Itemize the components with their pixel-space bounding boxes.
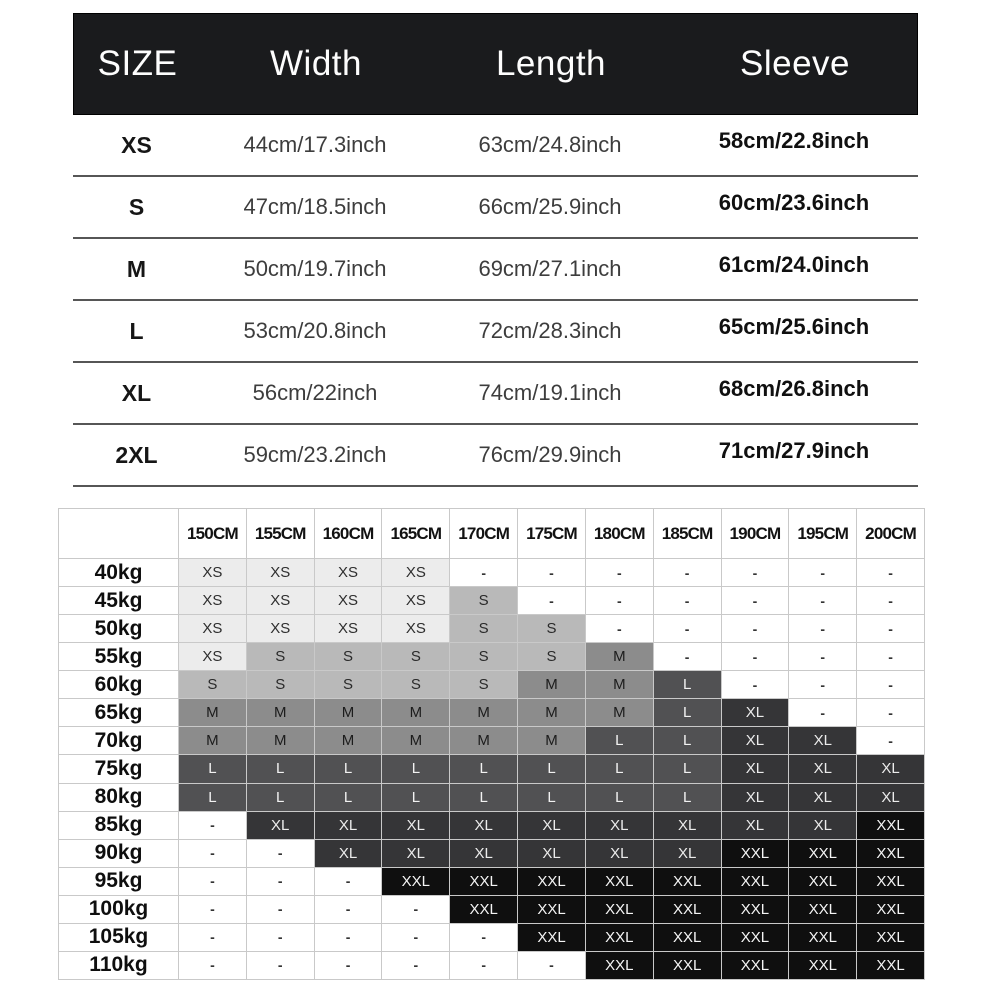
- weight-label: 65kg: [59, 699, 179, 727]
- weight-label: 80kg: [59, 784, 179, 812]
- sleeve-value: 60cm/23.6inch: [718, 190, 870, 215]
- size-label: S: [128, 193, 145, 220]
- fit-cell-empty: -: [857, 587, 925, 615]
- measurement-table-header: [73, 13, 918, 115]
- fit-cell-empty: -: [722, 643, 790, 671]
- fit-cell: XL: [722, 727, 790, 755]
- fit-cell: S: [382, 671, 450, 699]
- fit-cell-empty: -: [654, 587, 722, 615]
- height-header-cell: 180CM: [586, 509, 654, 559]
- weight-label: 70kg: [59, 727, 179, 755]
- measurement-row: [73, 363, 918, 425]
- fit-cell-empty: -: [450, 559, 518, 587]
- fit-row: [59, 643, 925, 671]
- height-header-cell: 195CM: [789, 509, 857, 559]
- fit-cell: L: [179, 755, 247, 783]
- height-header-cell: 200CM: [857, 509, 925, 559]
- fit-cell: M: [382, 727, 450, 755]
- fit-cell: XXL: [789, 868, 857, 896]
- sleeve-value: 61cm/24.0inch: [718, 252, 870, 277]
- fit-cell: L: [518, 784, 586, 812]
- fit-cell: M: [450, 727, 518, 755]
- weight-label: 50kg: [59, 615, 179, 643]
- fit-cell-empty: -: [857, 699, 925, 727]
- fit-cell: XS: [382, 559, 450, 587]
- sleeve-value: 65cm/25.6inch: [718, 314, 870, 339]
- fit-row: [59, 812, 925, 840]
- fit-cell-empty: -: [789, 559, 857, 587]
- fit-cell: S: [315, 643, 383, 671]
- fit-cell-empty: -: [382, 952, 450, 980]
- fit-cell: XL: [382, 812, 450, 840]
- fit-cell-empty: -: [789, 587, 857, 615]
- measurement-row: [73, 115, 918, 177]
- measurement-row: [73, 301, 918, 363]
- fit-cell-empty: -: [857, 559, 925, 587]
- fit-cell: XS: [315, 559, 383, 587]
- size-label: L: [129, 317, 144, 344]
- height-header-cell: 150CM: [179, 509, 247, 559]
- fit-cell: XXL: [857, 812, 925, 840]
- fit-cell: S: [247, 671, 315, 699]
- fit-cell: L: [586, 755, 654, 783]
- fit-cell: XXL: [722, 924, 790, 952]
- width-value: 53cm/20.8inch: [243, 318, 387, 343]
- fit-cell-empty: -: [518, 587, 586, 615]
- fit-cell: L: [247, 755, 315, 783]
- fit-cell: XL: [315, 840, 383, 868]
- column-header-sleeve: Sleeve: [739, 44, 851, 83]
- fit-cell: XL: [586, 840, 654, 868]
- fit-cell-empty: -: [857, 643, 925, 671]
- fit-cell: M: [315, 699, 383, 727]
- fit-row: [59, 587, 925, 615]
- fit-cell: XXL: [654, 924, 722, 952]
- fit-cell-empty: -: [179, 952, 247, 980]
- fit-cell: XXL: [518, 924, 586, 952]
- fit-cell-empty: -: [247, 952, 315, 980]
- fit-cell-empty: -: [518, 952, 586, 980]
- fit-cell: XXL: [722, 868, 790, 896]
- fit-cell-empty: -: [789, 615, 857, 643]
- height-header-cell: 190CM: [722, 509, 790, 559]
- fit-cell: XL: [247, 812, 315, 840]
- weight-label: 55kg: [59, 643, 179, 671]
- fit-cell: S: [382, 643, 450, 671]
- fit-cell: L: [247, 784, 315, 812]
- fit-cell: M: [179, 727, 247, 755]
- fit-cell: XS: [179, 615, 247, 643]
- fit-cell-empty: -: [722, 587, 790, 615]
- fit-cell-empty: -: [450, 952, 518, 980]
- fit-cell: XXL: [857, 868, 925, 896]
- fit-cell-empty: -: [179, 924, 247, 952]
- fit-cell: XXL: [586, 896, 654, 924]
- fit-cell-empty: -: [654, 643, 722, 671]
- fit-cell: XL: [315, 812, 383, 840]
- weight-label: 95kg: [59, 868, 179, 896]
- fit-row: [59, 615, 925, 643]
- fit-cell: L: [315, 755, 383, 783]
- fit-cell: M: [179, 699, 247, 727]
- height-header-cell: 175CM: [518, 509, 586, 559]
- fit-cell-empty: -: [789, 699, 857, 727]
- fit-cell: XL: [586, 812, 654, 840]
- fit-cell: XL: [722, 699, 790, 727]
- fit-cell-empty: -: [586, 559, 654, 587]
- measurement-row: [73, 425, 918, 487]
- fit-cell-empty: -: [722, 671, 790, 699]
- fit-cell: XL: [450, 812, 518, 840]
- height-header-cell: 170CM: [450, 509, 518, 559]
- fit-cell-empty: -: [179, 840, 247, 868]
- fit-row: [59, 559, 925, 587]
- column-header-size: SIZE: [97, 44, 178, 83]
- measurement-table-body: [73, 115, 918, 487]
- fit-cell-empty: -: [247, 868, 315, 896]
- fit-cell: XL: [857, 784, 925, 812]
- fit-cell: XS: [247, 615, 315, 643]
- fit-row: [59, 896, 925, 924]
- fit-cell-empty: -: [722, 559, 790, 587]
- sleeve-value: 68cm/26.8inch: [718, 376, 870, 401]
- fit-row: [59, 755, 925, 783]
- fit-cell-empty: -: [857, 727, 925, 755]
- weight-label: 90kg: [59, 840, 179, 868]
- fit-cell-empty: -: [450, 924, 518, 952]
- fit-cell: XL: [789, 755, 857, 783]
- fit-cell: L: [382, 784, 450, 812]
- fit-row: [59, 868, 925, 896]
- fit-cell: M: [518, 671, 586, 699]
- fit-cell: XXL: [857, 924, 925, 952]
- fit-cell: S: [247, 643, 315, 671]
- fit-cell: XL: [722, 755, 790, 783]
- fit-matrix-table: [58, 508, 925, 980]
- fit-cell: XXL: [586, 952, 654, 980]
- length-value: 63cm/24.8inch: [478, 132, 622, 157]
- fit-cell: XS: [179, 559, 247, 587]
- fit-cell: XL: [518, 840, 586, 868]
- fit-cell: XS: [247, 559, 315, 587]
- fit-cell-empty: -: [382, 924, 450, 952]
- fit-cell-empty: -: [857, 615, 925, 643]
- measurement-row: [73, 177, 918, 239]
- length-value: 69cm/27.1inch: [478, 256, 622, 281]
- height-header-cell: 165CM: [382, 509, 450, 559]
- weight-label: 100kg: [59, 896, 179, 924]
- fit-cell-empty: -: [722, 615, 790, 643]
- fit-cell: M: [586, 671, 654, 699]
- fit-cell: L: [654, 755, 722, 783]
- fit-cell: L: [654, 784, 722, 812]
- fit-cell: XL: [654, 812, 722, 840]
- width-value: 56cm/22inch: [252, 380, 378, 405]
- fit-cell-empty: -: [247, 924, 315, 952]
- fit-cell: XXL: [789, 896, 857, 924]
- fit-cell-empty: -: [315, 952, 383, 980]
- fit-cell-empty: -: [518, 559, 586, 587]
- fit-cell: XXL: [450, 868, 518, 896]
- fit-cell-empty: -: [857, 671, 925, 699]
- size-label: XS: [121, 131, 152, 158]
- fit-cell: L: [179, 784, 247, 812]
- fit-cell: M: [518, 727, 586, 755]
- fit-cell-empty: -: [586, 615, 654, 643]
- weight-label: 85kg: [59, 812, 179, 840]
- measurement-table: [73, 13, 918, 487]
- fit-cell: XXL: [789, 952, 857, 980]
- fit-row: [59, 840, 925, 868]
- fit-cell: S: [518, 615, 586, 643]
- weight-label: 75kg: [59, 755, 179, 783]
- fit-cell: L: [518, 755, 586, 783]
- fit-cell: XS: [382, 615, 450, 643]
- size-label: 2XL: [115, 441, 158, 468]
- fit-cell: XS: [315, 615, 383, 643]
- fit-cell: S: [518, 643, 586, 671]
- fit-cell-empty: -: [247, 840, 315, 868]
- column-header-width: Width: [270, 44, 362, 83]
- fit-cell-empty: -: [315, 924, 383, 952]
- fit-cell-empty: -: [789, 671, 857, 699]
- fit-cell: XXL: [518, 896, 586, 924]
- fit-cell: XXL: [857, 952, 925, 980]
- fit-cell: M: [315, 727, 383, 755]
- fit-row: [59, 952, 925, 980]
- fit-cell: XS: [247, 587, 315, 615]
- fit-cell: XL: [450, 840, 518, 868]
- fit-cell: XXL: [857, 896, 925, 924]
- fit-cell-empty: -: [586, 587, 654, 615]
- fit-cell: XL: [722, 784, 790, 812]
- fit-cell: S: [450, 643, 518, 671]
- fit-cell: M: [382, 699, 450, 727]
- width-value: 47cm/18.5inch: [243, 194, 387, 219]
- fit-cell: XXL: [654, 896, 722, 924]
- fit-cell: S: [450, 671, 518, 699]
- size-label: M: [126, 255, 147, 282]
- weight-label: 40kg: [59, 559, 179, 587]
- fit-cell: M: [586, 699, 654, 727]
- length-value: 72cm/28.3inch: [478, 318, 622, 343]
- fit-cell-empty: -: [315, 868, 383, 896]
- fit-cell: XL: [857, 755, 925, 783]
- fit-cell: XL: [789, 812, 857, 840]
- fit-cell: L: [586, 727, 654, 755]
- size-label: XL: [121, 379, 152, 406]
- width-value: 50cm/19.7inch: [243, 256, 387, 281]
- column-header-length: Length: [495, 44, 607, 83]
- fit-cell: L: [450, 784, 518, 812]
- fit-cell: L: [654, 727, 722, 755]
- fit-cell: XXL: [450, 896, 518, 924]
- fit-cell: XS: [179, 587, 247, 615]
- fit-cell: XL: [722, 812, 790, 840]
- fit-cell: XXL: [722, 840, 790, 868]
- fit-cell: M: [518, 699, 586, 727]
- fit-cell: XS: [179, 643, 247, 671]
- fit-cell: XL: [382, 840, 450, 868]
- fit-cell: L: [654, 699, 722, 727]
- fit-cell: XXL: [722, 952, 790, 980]
- length-value: 76cm/29.9inch: [478, 442, 622, 467]
- sleeve-value: 58cm/22.8inch: [718, 128, 870, 153]
- fit-cell: XXL: [857, 840, 925, 868]
- fit-cell: XXL: [586, 924, 654, 952]
- fit-cell: M: [247, 699, 315, 727]
- weight-label: 45kg: [59, 587, 179, 615]
- fit-cell: XS: [315, 587, 383, 615]
- fit-cell: XL: [654, 840, 722, 868]
- height-header-cell: 155CM: [247, 509, 315, 559]
- fit-cell: L: [382, 755, 450, 783]
- fit-cell: XXL: [586, 868, 654, 896]
- fit-cell: L: [586, 784, 654, 812]
- weight-label: 110kg: [59, 952, 179, 980]
- fit-row: [59, 784, 925, 812]
- fit-cell: XXL: [382, 868, 450, 896]
- height-header-cell: 160CM: [315, 509, 383, 559]
- weight-label: 105kg: [59, 924, 179, 952]
- fit-cell: L: [315, 784, 383, 812]
- fit-cell: S: [179, 671, 247, 699]
- fit-cell-empty: -: [654, 559, 722, 587]
- corner-cell: [59, 509, 179, 559]
- fit-cell-empty: -: [179, 896, 247, 924]
- fit-cell: XL: [789, 727, 857, 755]
- length-value: 66cm/25.9inch: [478, 194, 622, 219]
- fit-cell: M: [450, 699, 518, 727]
- fit-cell: S: [315, 671, 383, 699]
- width-value: 44cm/17.3inch: [243, 132, 387, 157]
- fit-row: [59, 727, 925, 755]
- weight-label: 60kg: [59, 671, 179, 699]
- fit-cell: XXL: [654, 952, 722, 980]
- fit-cell: S: [450, 587, 518, 615]
- fit-row: [59, 924, 925, 952]
- length-value: 74cm/19.1inch: [478, 380, 622, 405]
- fit-cell-empty: -: [789, 643, 857, 671]
- fit-cell: XXL: [654, 868, 722, 896]
- fit-row: [59, 699, 925, 727]
- fit-cell-empty: -: [315, 896, 383, 924]
- fit-cell-empty: -: [382, 896, 450, 924]
- fit-cell: XXL: [789, 924, 857, 952]
- fit-cell: M: [586, 643, 654, 671]
- fit-cell-empty: -: [179, 868, 247, 896]
- measurement-row: [73, 239, 918, 301]
- fit-cell: L: [450, 755, 518, 783]
- fit-cell: S: [450, 615, 518, 643]
- fit-cell: XXL: [518, 868, 586, 896]
- fit-cell: L: [654, 671, 722, 699]
- fit-cell: XXL: [722, 896, 790, 924]
- fit-cell: XL: [789, 784, 857, 812]
- fit-cell-empty: -: [179, 812, 247, 840]
- width-value: 59cm/23.2inch: [243, 442, 387, 467]
- fit-cell: XS: [382, 587, 450, 615]
- fit-cell-empty: -: [247, 896, 315, 924]
- height-header-cell: 185CM: [654, 509, 722, 559]
- height-header-row: [59, 509, 925, 559]
- fit-cell-empty: -: [654, 615, 722, 643]
- fit-cell: XXL: [789, 840, 857, 868]
- fit-cell: M: [247, 727, 315, 755]
- fit-cell: XL: [518, 812, 586, 840]
- sleeve-value: 71cm/27.9inch: [718, 438, 870, 463]
- fit-row: [59, 671, 925, 699]
